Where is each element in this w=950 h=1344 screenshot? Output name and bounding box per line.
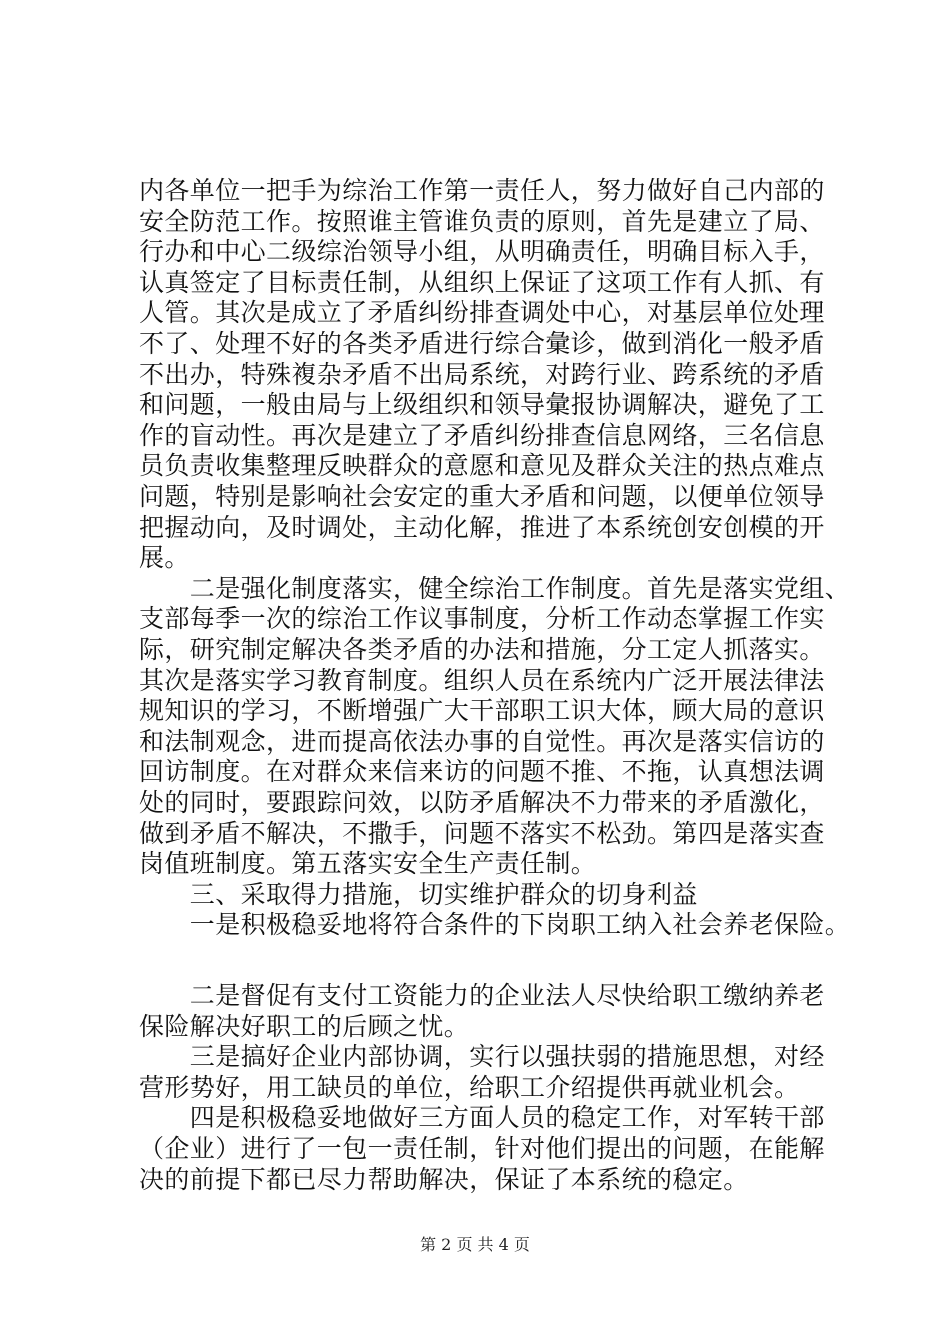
text-line: 二是督促有支付工资能力的企业法人尽快给职工缴纳养老 — [139, 981, 825, 1010]
text-line: 和问题，一般由局与上级组织和领导彙报协调解决，避免了工 — [139, 390, 825, 420]
text-line: 保险解决好职工的后顾之忧。 — [139, 1011, 470, 1041]
text-line: 不出办，特殊複杂矛盾不出局系统，对跨行业、跨系统的矛盾 — [139, 359, 825, 389]
text-line: 际，研究制定解决各类矛盾的办法和措施，分工定人抓落实。 — [139, 635, 825, 664]
text-line: 营形势好，用工缺员的单位，给职工介绍提供再就业机会。 — [139, 1072, 800, 1102]
text-line: 认真签定了目标责任制，从组织上保证了这项工作有人抓、有 — [139, 267, 825, 297]
text-line: 不了、处理不好的各类矛盾进行综合彙诊，做到消化一般矛盾 — [139, 329, 825, 358]
text-line: 二是强化制度落实，健全综治工作制度。首先是落实党组、 — [139, 573, 851, 603]
text-line: 问题，特别是影响社会安定的重大矛盾和问题，以便单位领导 — [139, 482, 825, 511]
text-line: 把握动向，及时调处，主动化解，推进了本系统创安创模的开 — [139, 512, 825, 542]
text-line: 做到矛盾不解决，不撒手，问题不落实不松劲。第四是落实查 — [139, 818, 825, 848]
text-line: 支部每季一次的综治工作议事制度，分析工作动态掌握工作实 — [139, 604, 825, 634]
text-line: 岗值班制度。第五落实安全生产责任制。 — [139, 849, 597, 879]
text-line: 内各单位一把手为综治工作第一责任人，努力做好自己内部的 — [139, 176, 825, 205]
text-line: 三是搞好企业内部协调，实行以强扶弱的措施思想，对经 — [139, 1042, 825, 1072]
text-line: 四是积极稳妥地做好三方面人员的稳定工作，对军转干部 — [139, 1103, 825, 1133]
text-line: 员负责收集整理反映群众的意愿和意见及群众关注的热点难点 — [139, 451, 825, 481]
text-line: 展。 — [139, 543, 190, 573]
text-line: 和法制观念，进而提高依法办事的自觉性。再次是落实信访的 — [139, 726, 825, 756]
page-number: 第 2 页 共 4 页 — [420, 1235, 530, 1254]
text-line: 回访制度。在对群众来信来访的问题不推、不拖，认真想法调 — [139, 757, 825, 787]
text-line: （企业）进行了一包一责任制，针对他们提出的问题，在能解 — [139, 1134, 825, 1163]
text-line: 处的同时，要跟踪问效，以防矛盾解决不力带来的矛盾激化， — [139, 788, 825, 817]
text-line: 决的前提下都已尽力帮助解决，保证了本系统的稳定。 — [139, 1164, 749, 1194]
text-line: 规知识的学习，不断增强广大干部职工识大体，顾大局的意识 — [139, 696, 825, 726]
text-line: 行办和中心二级综治领导小组，从明确责任，明确目标入手， — [139, 237, 825, 267]
text-line: 其次是落实学习教育制度。组织人员在系统内广泛开展法律法 — [139, 665, 825, 695]
text-line: 人管。其次是成立了矛盾纠纷排查调处中心，对基层单位处理 — [139, 298, 825, 328]
text-line: 安全防范工作。按照谁主管谁负责的原则，首先是建立了局、 — [139, 206, 825, 236]
text-line: 一是积极稳妥地将符合条件的下岗职工纳入社会养老保险。 — [139, 910, 851, 940]
text-line: 三、采取得力措施，切实维护群众的切身利益 — [139, 879, 698, 909]
text-line: 作的盲动性。再次是建立了矛盾纠纷排查信息网络，三名信息 — [139, 420, 825, 450]
